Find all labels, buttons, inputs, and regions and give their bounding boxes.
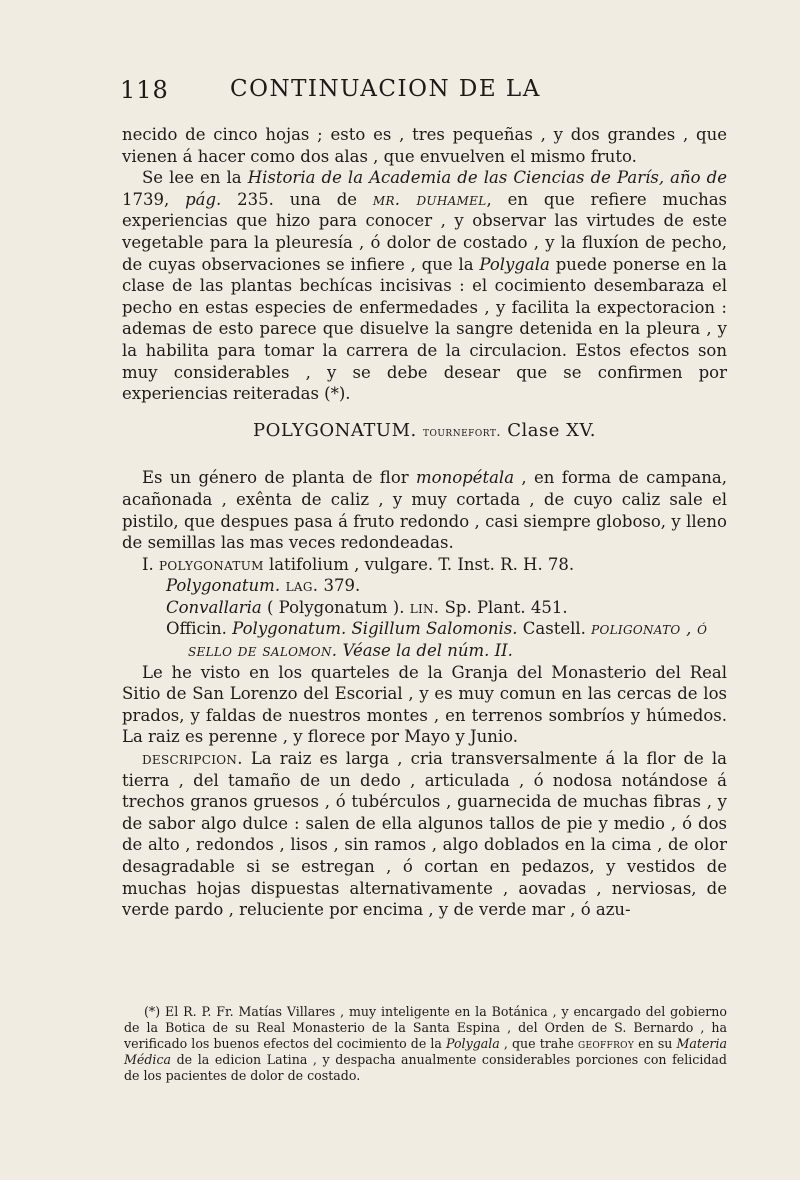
synonym-officin: Officin. Polygonatum. Sigillum Salomonis. Castell. poligonato , ó sello de salomon. Véase la del núm. II. [166,619,708,661]
page-number: 118 [120,76,169,104]
paragraph-continuation: necido de cinco hojas ; esto es , tres pequeñas , y dos grandes , que vienen á hacer como dos alas , que envuelven el mismo fruto. [122,125,727,166]
main-text [122,124,727,921]
paragraph-genus-description: Es un género de planta de flor monopétala , en forma de campana, acañonada , exênta de caliz , y muy cortada , de cuyo caliz sale el pistilo, que despues pasa á fruto redondo , casi siempre globoso, y lleno de semillas las mas veces redondeadas. [122,468,727,553]
running-head: CONTINUACION DE LA [230,76,541,102]
footnote: (*) El R. P. Fr. Matías Villares , muy inteligente en la Botánica , y encargado del gobierno de la Botica de su Real Monasterio de la Santa Espina , del Orden de S. Bernardo , ha verificado los buenos efectos del cocimiento de la Polygala , que trahe geoffroy en su Materia Médica de la edicion Latina , y despacha anualmente considerables porciones con felicidad de los pacientes de dolor de costado. [124,1004,727,1083]
species-entry: I. polygonatum latifolium , vulgare. T. Inst. R. H. 78. [142,554,575,574]
paragraph-habitat: Le he visto en los quarteles de la Granja del Monasterio del Real Sitio de San Lorenzo del Escorial , y es muy comun en las cercas de los prados, y faldas de nuestros montes , en terrenos sombríos y húmedos. La raiz es perenne , y florece por Mayo y Junio. [122,662,727,747]
paragraph-descripcion: descripcion. La raiz es larga , cria transversalmente á la flor de la tierra , del tamaño de un dedo , articulada , ó nodosa notándose á trechos granos gruesos , ó tubérculos , guarnecida de muchas fibras , y de sabor algo dulce : salen de ella algunos tallos de pie y medio , ó dos de alto , redondos , lisos , sin ramos , algo doblados en la cima , de olor desagradable si se estregan , ó cortan en pedazos, y vestidos de muchas hojas dispuestas alternativamente , aovadas , nerviosas, de verde pardo , reluciente por encima , y de verde mar , ó azu- [122,749,727,920]
paragraph-duhamel: Se lee en la Historia de la Academia de las Ciencias de París, año de 1739, pág. 235. una de mr. duhamel, en que refiere muchas experiencias que hizo para conocer , y observar las virtudes de este vegetable para la pleuresía , ó dolor de costado , y la fluxíon de pecho, de cuyas observaciones se infiere , que la Polygala puede ponerse en la clase de las plantas bechícas incisivas : el cocimiento desembaraza el pecho en estas especies de enfermedades , y facilita la expectoracion : ademas de esto parece que disuelve la sangre detenida en la pleura , y la habilita para tomar la carrera de la circulacion. Estos efectos son muy considerables , y se debe desear que se confirmen por experiencias reiteradas (*). [122,168,727,404]
page-header [120,76,720,110]
synonym-lag: Polygonatum. lag. 379. [166,576,361,596]
synonym-lin: Convallaria ( Polygonatum ). lin. Sp. Plant. 451. [166,597,568,617]
section-title: POLYGONATUM. tournefort. Clase XV. [252,419,597,441]
